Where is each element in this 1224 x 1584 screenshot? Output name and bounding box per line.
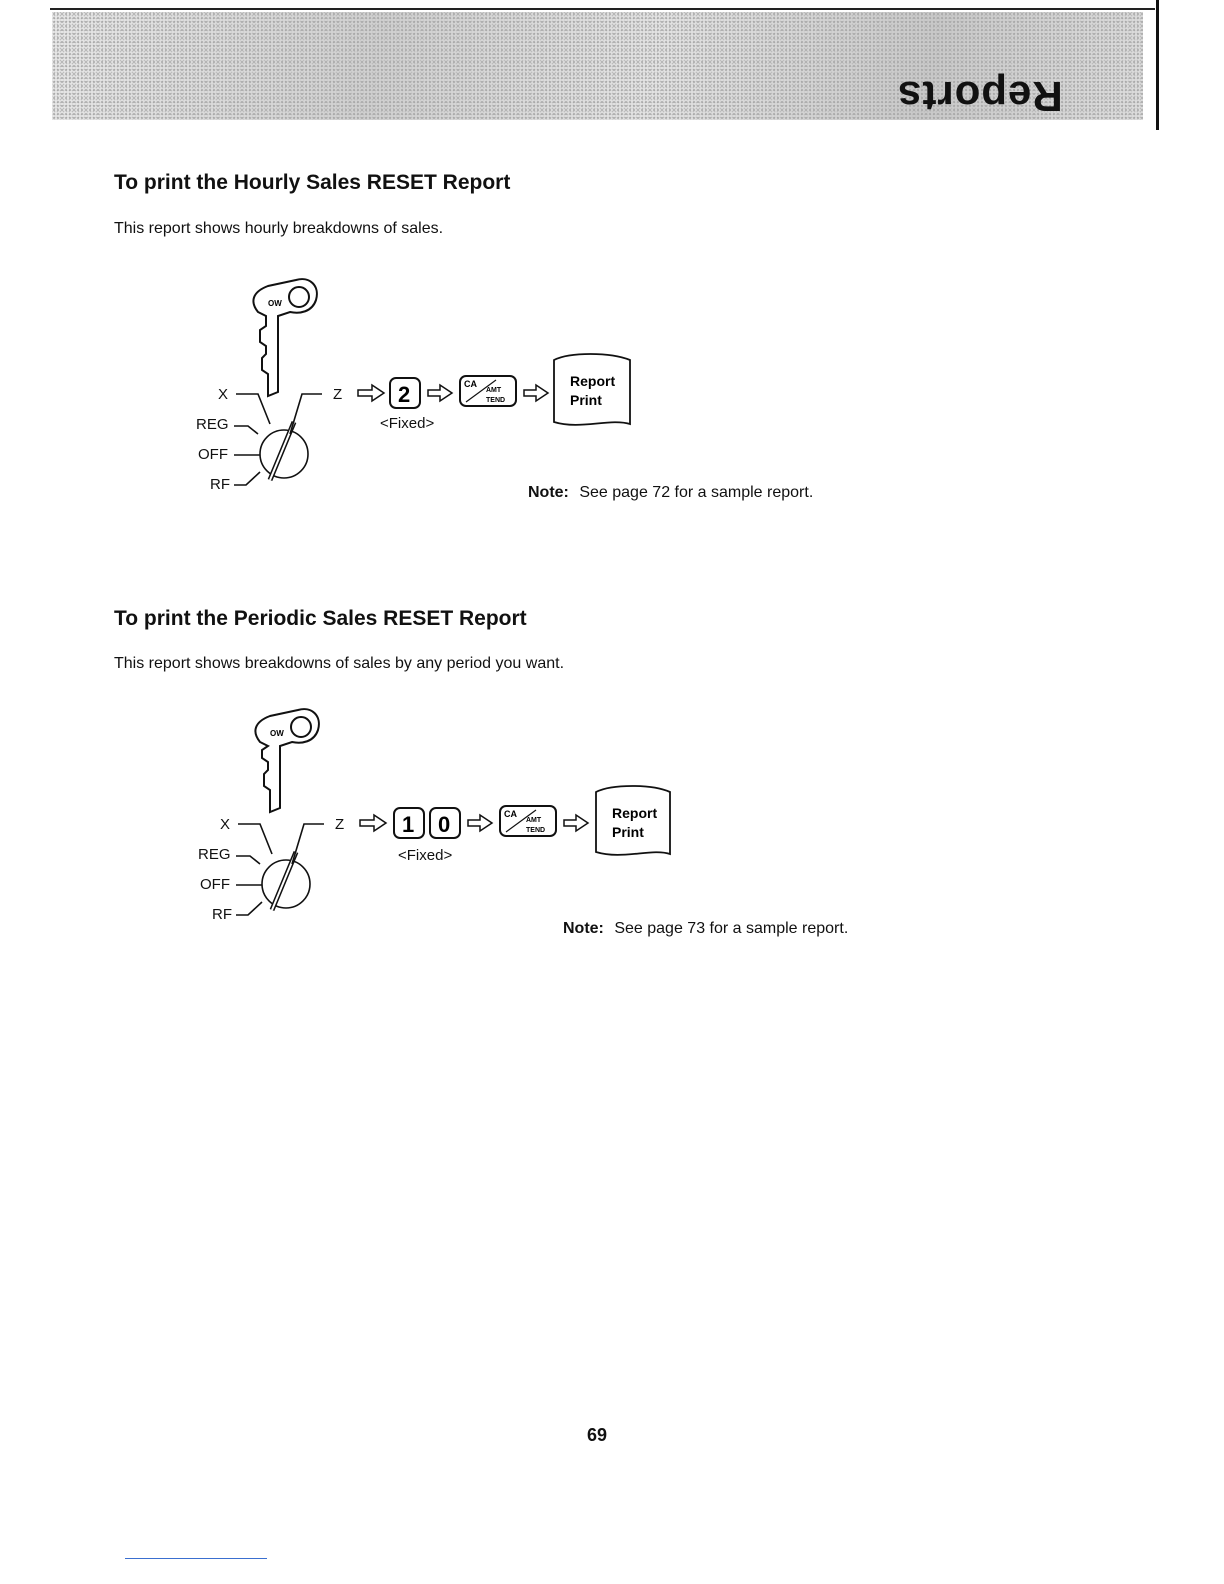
mode-label-x: X <box>220 816 231 833</box>
key-icon <box>253 279 316 396</box>
numeric-key-1-label: 1 <box>402 812 415 837</box>
numeric-key-0-label: 0 <box>438 812 451 837</box>
top-rule <box>50 8 1155 10</box>
report-print-line2: Print <box>612 824 644 840</box>
mode-label-reg: REG <box>196 416 229 433</box>
note-label: Note: <box>528 484 569 501</box>
banner-title: Reports <box>897 73 1063 120</box>
section-desc-periodic: This report shows breakdowns of sales by any period you want. <box>114 655 565 672</box>
diagram-periodic-svg <box>192 702 712 932</box>
header-banner <box>52 12 1143 120</box>
flow-arrow <box>360 815 386 831</box>
mode-label-rf: RF <box>210 476 230 493</box>
note-periodic <box>563 920 848 938</box>
mode-label-z: Z <box>335 816 345 833</box>
note-label: Note: <box>563 920 604 937</box>
mode-label-rf: RF <box>212 906 232 923</box>
flow-arrow <box>428 385 452 401</box>
flow-arrow <box>358 385 384 401</box>
section-title-hourly: To print the Hourly Sales RESET Report <box>114 171 511 194</box>
key-label: OW <box>268 299 282 308</box>
diagram-periodic <box>192 702 712 932</box>
mode-switch-icon <box>234 394 322 485</box>
mode-switch-icon <box>236 824 324 915</box>
mode-label-reg: REG <box>198 846 231 863</box>
page-number: 69 <box>587 1425 608 1445</box>
fixed-label: <Fixed> <box>398 847 453 864</box>
note-text: See page 73 for a sample report. <box>614 920 849 937</box>
report-print-line1: Report <box>612 805 658 821</box>
diagram-hourly <box>190 272 710 502</box>
flow-arrow <box>564 815 588 831</box>
note-hourly <box>528 484 813 502</box>
tend-key-middle: AMT <box>486 387 502 394</box>
section-desc-hourly: This report shows hourly breakdowns of sales. <box>114 220 444 237</box>
key-label: OW <box>270 729 284 738</box>
fixed-label: <Fixed> <box>380 415 435 432</box>
tend-key-bottom: TEND <box>526 827 546 834</box>
tend-key-bottom: TEND <box>486 397 506 404</box>
right-edge-rule <box>1156 0 1159 130</box>
mode-label-z: Z <box>333 386 343 403</box>
tend-key-top: CA <box>464 379 477 389</box>
diagram-hourly-svg <box>190 272 710 502</box>
flow-arrow <box>524 385 548 401</box>
section-title-periodic: To print the Periodic Sales RESET Report <box>114 607 527 630</box>
mode-label-off: OFF <box>200 876 230 893</box>
mode-label-x: X <box>218 386 229 403</box>
report-print-line1: Report <box>570 373 616 389</box>
tend-key-middle: AMT <box>526 817 542 824</box>
tend-key-top: CA <box>504 809 517 819</box>
note-text: See page 72 for a sample report. <box>579 484 814 501</box>
report-print-icon <box>554 354 630 425</box>
numeric-key-2-label: 2 <box>398 382 411 407</box>
flow-arrow <box>468 815 492 831</box>
mode-label-off: OFF <box>198 446 228 463</box>
bottom-rule <box>125 1558 267 1559</box>
report-print-line2: Print <box>570 392 602 408</box>
key-icon <box>255 709 318 812</box>
